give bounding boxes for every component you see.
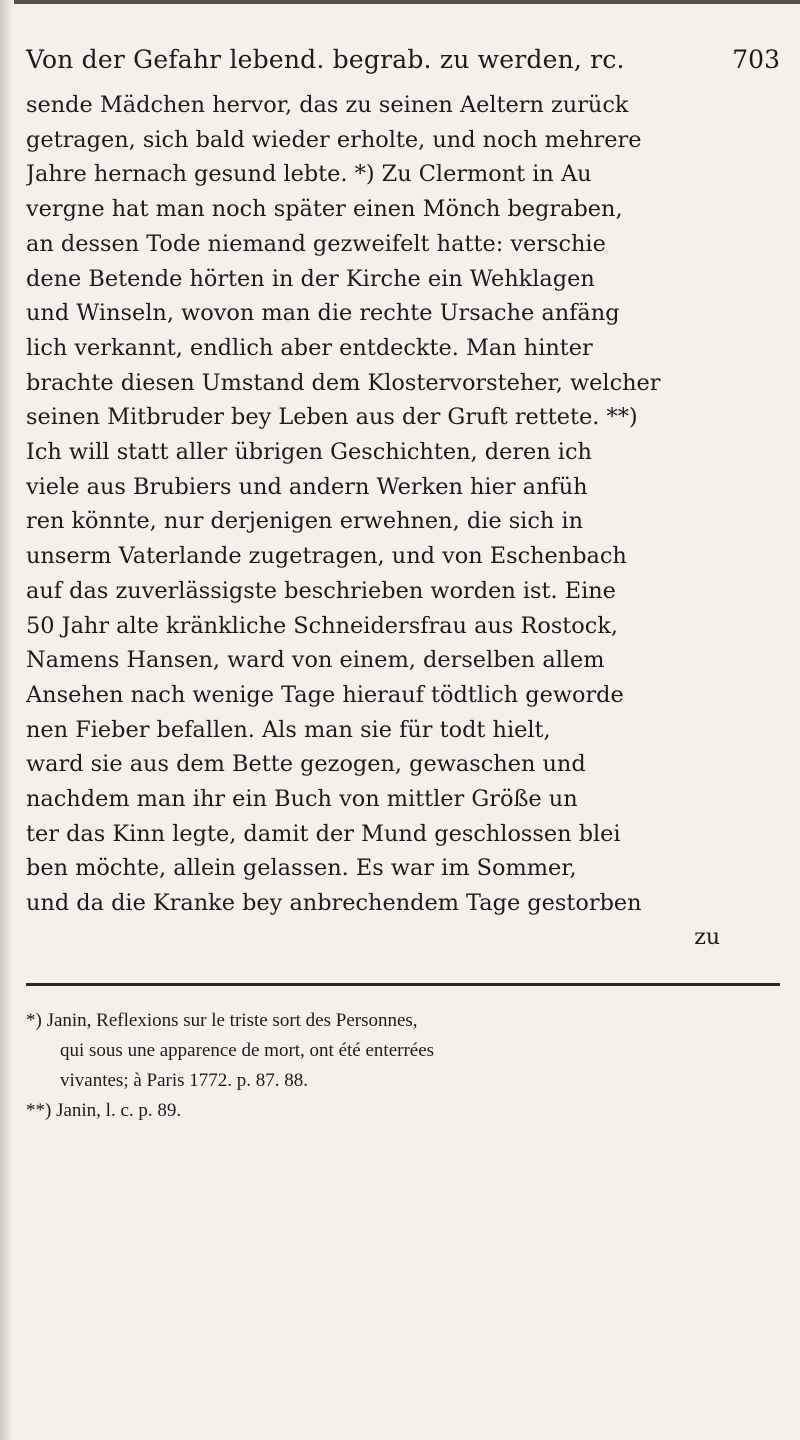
book-page [26, 40, 780, 1410]
footnote-line: qui sous une apparence de mort, ont été enterrées [60, 1039, 435, 1061]
body-line: ter das Kinn legte, damit der Mund geschlossen blei [26, 820, 621, 847]
top-edge-rule [0, 0, 800, 4]
footnote-line: vivantes; à Paris 1772. p. 87. 88. [60, 1069, 309, 1091]
body-text [26, 88, 780, 921]
body-line: Ich will statt aller übrigen Geschichten, deren ich [26, 439, 592, 466]
body-line: brachte diesen Umstand dem Klostervorsteher, welcher [26, 369, 661, 396]
body-line: ben möchte, allein gelassen. Es war im Sommer, [26, 855, 577, 882]
footnote-separator [26, 983, 780, 986]
body-line: nachdem man ihr ein Buch von mittler Größe un [26, 786, 578, 813]
body-line: sende Mädchen hervor, das zu seinen Aeltern zurück [26, 92, 629, 118]
body-line: getragen, sich bald wieder erholte, und noch mehrere [26, 126, 642, 153]
body-line: und da die Kranke bey anbrechendem Tage gestorben [26, 890, 642, 917]
body-line: Namens Hansen, ward von einem, derselben allem [26, 647, 605, 674]
body-line: Ansehen nach wenige Tage hierauf tödtlich geworde [26, 681, 624, 708]
page-number: 703 [732, 45, 780, 74]
footnotes [26, 1006, 780, 1126]
body-line: an dessen Tode niemand gezweifelt hatte: verschie [26, 230, 606, 257]
body-line: unserm Vaterlande zugetragen, und von Eschenbach [26, 543, 627, 570]
body-line: viele aus Brubiers und andern Werken hier anfüh [26, 473, 588, 500]
page-gutter-shadow [0, 0, 14, 1440]
body-line: und Winseln, wovon man die rechte Ursache anfäng [26, 300, 620, 327]
body-line: nen Fieber befallen. Als man sie für todt hielt, [26, 716, 551, 743]
body-line: ren könnte, nur derjenigen erwehnen, die sich in [26, 508, 583, 535]
body-line: ward sie aus dem Bette gezogen, gewaschen und [26, 751, 586, 778]
footnote-line: **) Janin, l. c. p. 89. [26, 1099, 182, 1121]
body-line: 50 Jahr alte kränkliche Schneidersfrau aus Rostock, [26, 612, 619, 639]
body-line: dene Betende hörten in der Kirche ein Wehklagen [26, 265, 595, 292]
body-line: Jahre hernach gesund lebte. *) Zu Clermont in Au [26, 161, 592, 188]
body-line: vergne hat man noch später einen Mönch begraben, [26, 196, 623, 223]
body-line: seinen Mitbruder bey Leben aus der Gruft rettete. **) [26, 404, 638, 431]
catchword: zu [694, 924, 720, 950]
running-title: Von der Gefahr lebend. begrab. zu werden, rc. [26, 45, 625, 74]
body-line: lich verkannt, endlich aber entdeckte. Man hinter [26, 334, 593, 361]
running-head [26, 40, 780, 84]
footnote-line: *) Janin, Reflexions sur le triste sort des Personnes, [26, 1009, 418, 1031]
body-line: auf das zuverlässigste beschrieben worden ist. Eine [26, 577, 616, 604]
